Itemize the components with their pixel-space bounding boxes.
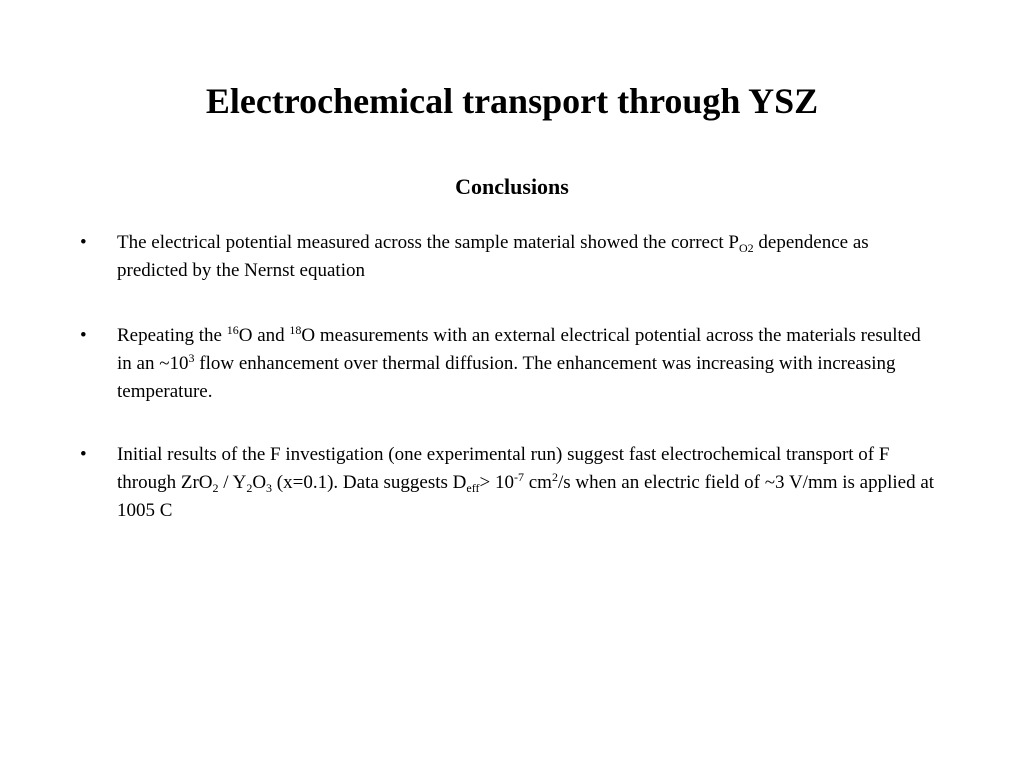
superscript: -7: [513, 470, 524, 484]
text-run: O and: [238, 325, 290, 346]
subscript: eff: [466, 481, 480, 495]
bullet-text: [117, 322, 937, 406]
text-run: flow enhancement over thermal diffusion. The enhancement was increasing with increasing temperature.: [117, 353, 896, 402]
text-run: Repeating the: [117, 325, 227, 346]
text-run: O: [252, 472, 267, 493]
text-run: dependence as predicted by the Nernst equation: [117, 232, 869, 281]
subscript: 2: [246, 481, 253, 495]
text-run: Initial results of the F investigation (one experimental run) suggest fast electrochemical transport of F through ZrO: [117, 444, 890, 493]
bullet-marker: •: [80, 232, 87, 253]
bullet-text: [117, 229, 937, 285]
text-run: /s when an electric field of ~3 V/mm is applied at 1005 C: [117, 472, 935, 521]
slide-subtitle: Conclusions: [455, 174, 569, 199]
superscript: 2: [551, 470, 558, 484]
bullet-marker: •: [80, 444, 87, 465]
subscript: 2: [212, 481, 219, 495]
superscript: 3: [188, 351, 195, 365]
subscript: O2: [739, 241, 754, 255]
subscript: 3: [266, 481, 273, 495]
text-run: The electrical potential measured across the sample material showed the correct P: [117, 232, 739, 253]
bullet-text: [117, 441, 937, 525]
text-run: / Y: [218, 472, 247, 493]
text-run: cm: [523, 472, 552, 493]
superscript: 18: [289, 323, 302, 337]
superscript: 16: [226, 323, 239, 337]
text-run: O measurements with an external electrical potential across the materials resulted in an ~10: [117, 325, 921, 374]
bullet-marker: •: [80, 325, 87, 346]
text-run: (x=0.1). Data suggests D: [272, 472, 467, 493]
text-run: > 10: [479, 472, 514, 493]
slide-title: Electrochemical transport through YSZ: [205, 81, 819, 121]
